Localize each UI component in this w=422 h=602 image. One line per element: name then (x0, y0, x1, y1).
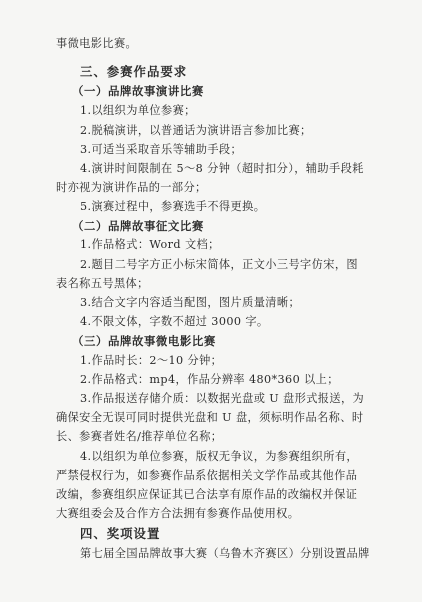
text-line: 4.以组织为单位参赛，版权无争议，为参赛组织所有， (80, 450, 358, 463)
section-heading: 四、奖项设置 (80, 526, 161, 541)
text-line: 2.作品格式：mp4，作品分辨率 480*360 以上； (80, 373, 339, 386)
text-line: 第七届全国品牌故事大赛（乌鲁木齐赛区）分别设置品牌 (80, 547, 370, 560)
text-line: 1.作品时长：2～10 分钟； (80, 354, 223, 367)
text-line: 5.演赛过程中，参赛选手不得更换。 (80, 200, 266, 213)
text-line: 时亦视为演讲作品的一部分； (56, 181, 207, 194)
text-line: 2.脱稿演讲，以普通话为演讲语言参加比赛； (80, 124, 312, 137)
section-heading: 三、参赛作品要求 (80, 64, 188, 79)
subsection-heading: （二）品牌故事征文比赛 (72, 219, 204, 233)
text-line: 大赛组委会及合作方合法拥有参赛作品使用权。 (56, 507, 300, 520)
text-line: 严禁侵权行为，如参赛作品系依据相关文学作品或其他作品 (56, 469, 358, 482)
text-line: 长、参赛者姓名/推荐单位名称； (56, 430, 223, 443)
subsection-heading: （一）品牌故事演讲比赛 (72, 84, 204, 98)
text-line: 1.作品格式：Word 文档； (80, 238, 220, 251)
text-line: 3.作品报送存储介质：以数据光盘或 U 盘形式报送，为 (80, 392, 365, 405)
text-line: 2.题目二号字方正小标宋简体，正文小三号字仿宋，图 (80, 258, 358, 271)
text-line: 4.不限文体，字数不超过 3000 字。 (80, 315, 269, 328)
text-line: 1.以组织为单位参赛； (80, 104, 196, 117)
text-line: 4.演讲时间限制在 5～8 分钟（超时扣分），辅助手段耗 (80, 162, 364, 175)
text-line: 改编，参赛组织应保证其已合法享有原作品的改编权并保证 (56, 488, 358, 501)
text-line: 3.结合文字内容适当配图，图片质量清晰； (80, 296, 301, 309)
text-line: 确保安全无误可同时提供光盘和 U 盘，须标明作品名称、时 (56, 411, 364, 424)
text-line: 表名称五号黑体； (56, 277, 149, 290)
subsection-heading: （三）品牌故事微电影比赛 (72, 334, 216, 348)
text-line: 事微电影比赛。 (56, 37, 138, 50)
text-line: 3.可适当采取音乐等辅助手段； (80, 143, 243, 156)
